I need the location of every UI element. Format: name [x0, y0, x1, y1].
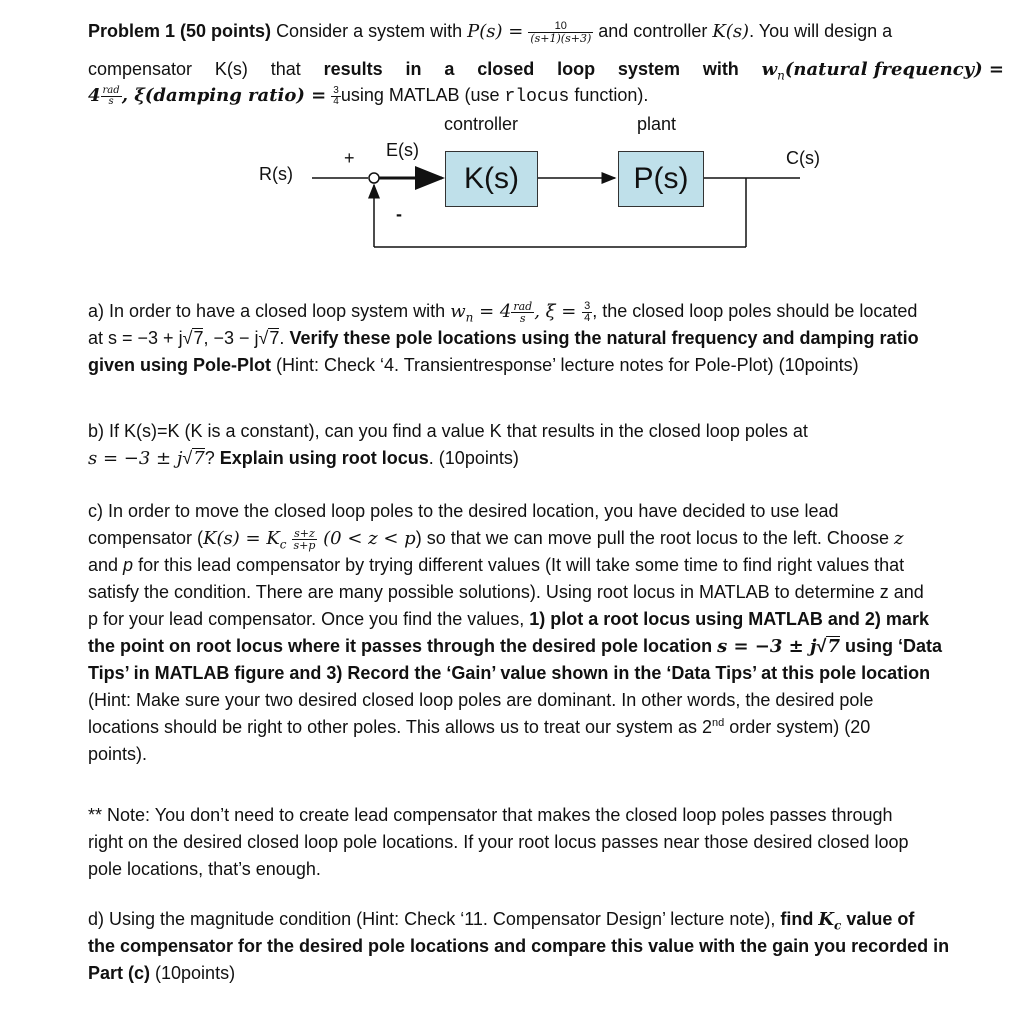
- plant-lhs: P(s) =: [467, 21, 524, 42]
- part-b: b) If K(s)=K (K is a constant), can you find a value K that results in the closed loop poles at s = −3 ± j√7? Explain using root locus. (10points): [88, 421, 808, 469]
- error-label: E(s): [386, 140, 419, 160]
- minus-sign: -: [396, 204, 402, 224]
- part-a: a) In order to have a closed loop system with $w_n = 4$ $\frac{\text{rad}}{s}$ , ξ = $\frac{3}{4}$ , the closed loop poles should be located at s = −3 + j√7, −3 − j√7. Verify these pole locations using the natural frequency and damping ratio given using Pole-Plot (Hint: Check ‘4. Transientresponse’ lecture notes for Pole-Plot) (10points): [88, 299, 919, 375]
- plant-label: plant: [637, 114, 677, 134]
- problem-title: Problem 1 (50 points): [88, 21, 272, 41]
- plant-block: P(s): [618, 151, 704, 207]
- plant-tf-fraction: $\frac{10}{(s+1)(s+3)}$: [530, 19, 592, 45]
- controller-label: controller: [444, 114, 519, 134]
- controller-block: K(s): [445, 151, 538, 207]
- block-diagram: [250, 112, 850, 257]
- part-d: d) Using the magnitude condition (Hint: Check ‘11. Compensator Design’ lecture note), find $K_c$ value of the compensator for the desired pole locations and compare this value with the gain you recorded in Part (c) (10points): [88, 909, 950, 983]
- input-label: R(s): [259, 164, 293, 184]
- summing-junction: [369, 173, 379, 183]
- plus-sign: +: [344, 148, 355, 168]
- part-c: c) In order to move the closed loop poles to the desired location, you have decided to use lead compensator ($K(s) = K_c$ $\frac{s+z}{s+p}$ (0 < z < p) so that we can move pull the root locus to the left. Choose z and p for this lead compensator by trying different values (It will take some time to find right values that satisfy the condition. There are many possible solutions). Using root locus in MATLAB to determine z and p for your lead compensator. Once you find the values, 1) plot a root locus using MATLAB and 2) mark the point on root locus where it passes through the desired pole location s = −3 ± j√7 using ‘Data Tips’ in MATLAB figure and 3) Record the ‘Gain’ value shown in the ‘Data Tips’ at this pole location (Hint: Make sure your two desired closed loop poles are dominant. In other words, the desired pole locations should be right to other poles. This allows us to treat our system as 2nd order system) (20 points).: [88, 501, 942, 764]
- diagram-lines: [250, 112, 850, 257]
- output-label: C(s): [786, 148, 820, 168]
- note: ** Note: You don’t need to create lead compensator that makes the closed loop poles passes through right on the desired closed loop pole locations. If your root locus passes near those desired closed loop pole locations, that’s enough.: [88, 805, 909, 879]
- problem-line-1: Problem 1 (50 points) Consider a system with P(s) = $\frac{10}{(s+1)(s+3)}$ and controller K(s). You will design a: [88, 19, 893, 45]
- problem-line-2: compensator K(s) that results in a closed loop system with $w_n(natural$ frequency) =: [88, 59, 1004, 83]
- problem-line-3: 4 $\frac{\text{rad}}{s}$ , ξ(damping ratio) = $\frac{3}{4}$ using MATLAB (use rlocus function).: [88, 84, 649, 107]
